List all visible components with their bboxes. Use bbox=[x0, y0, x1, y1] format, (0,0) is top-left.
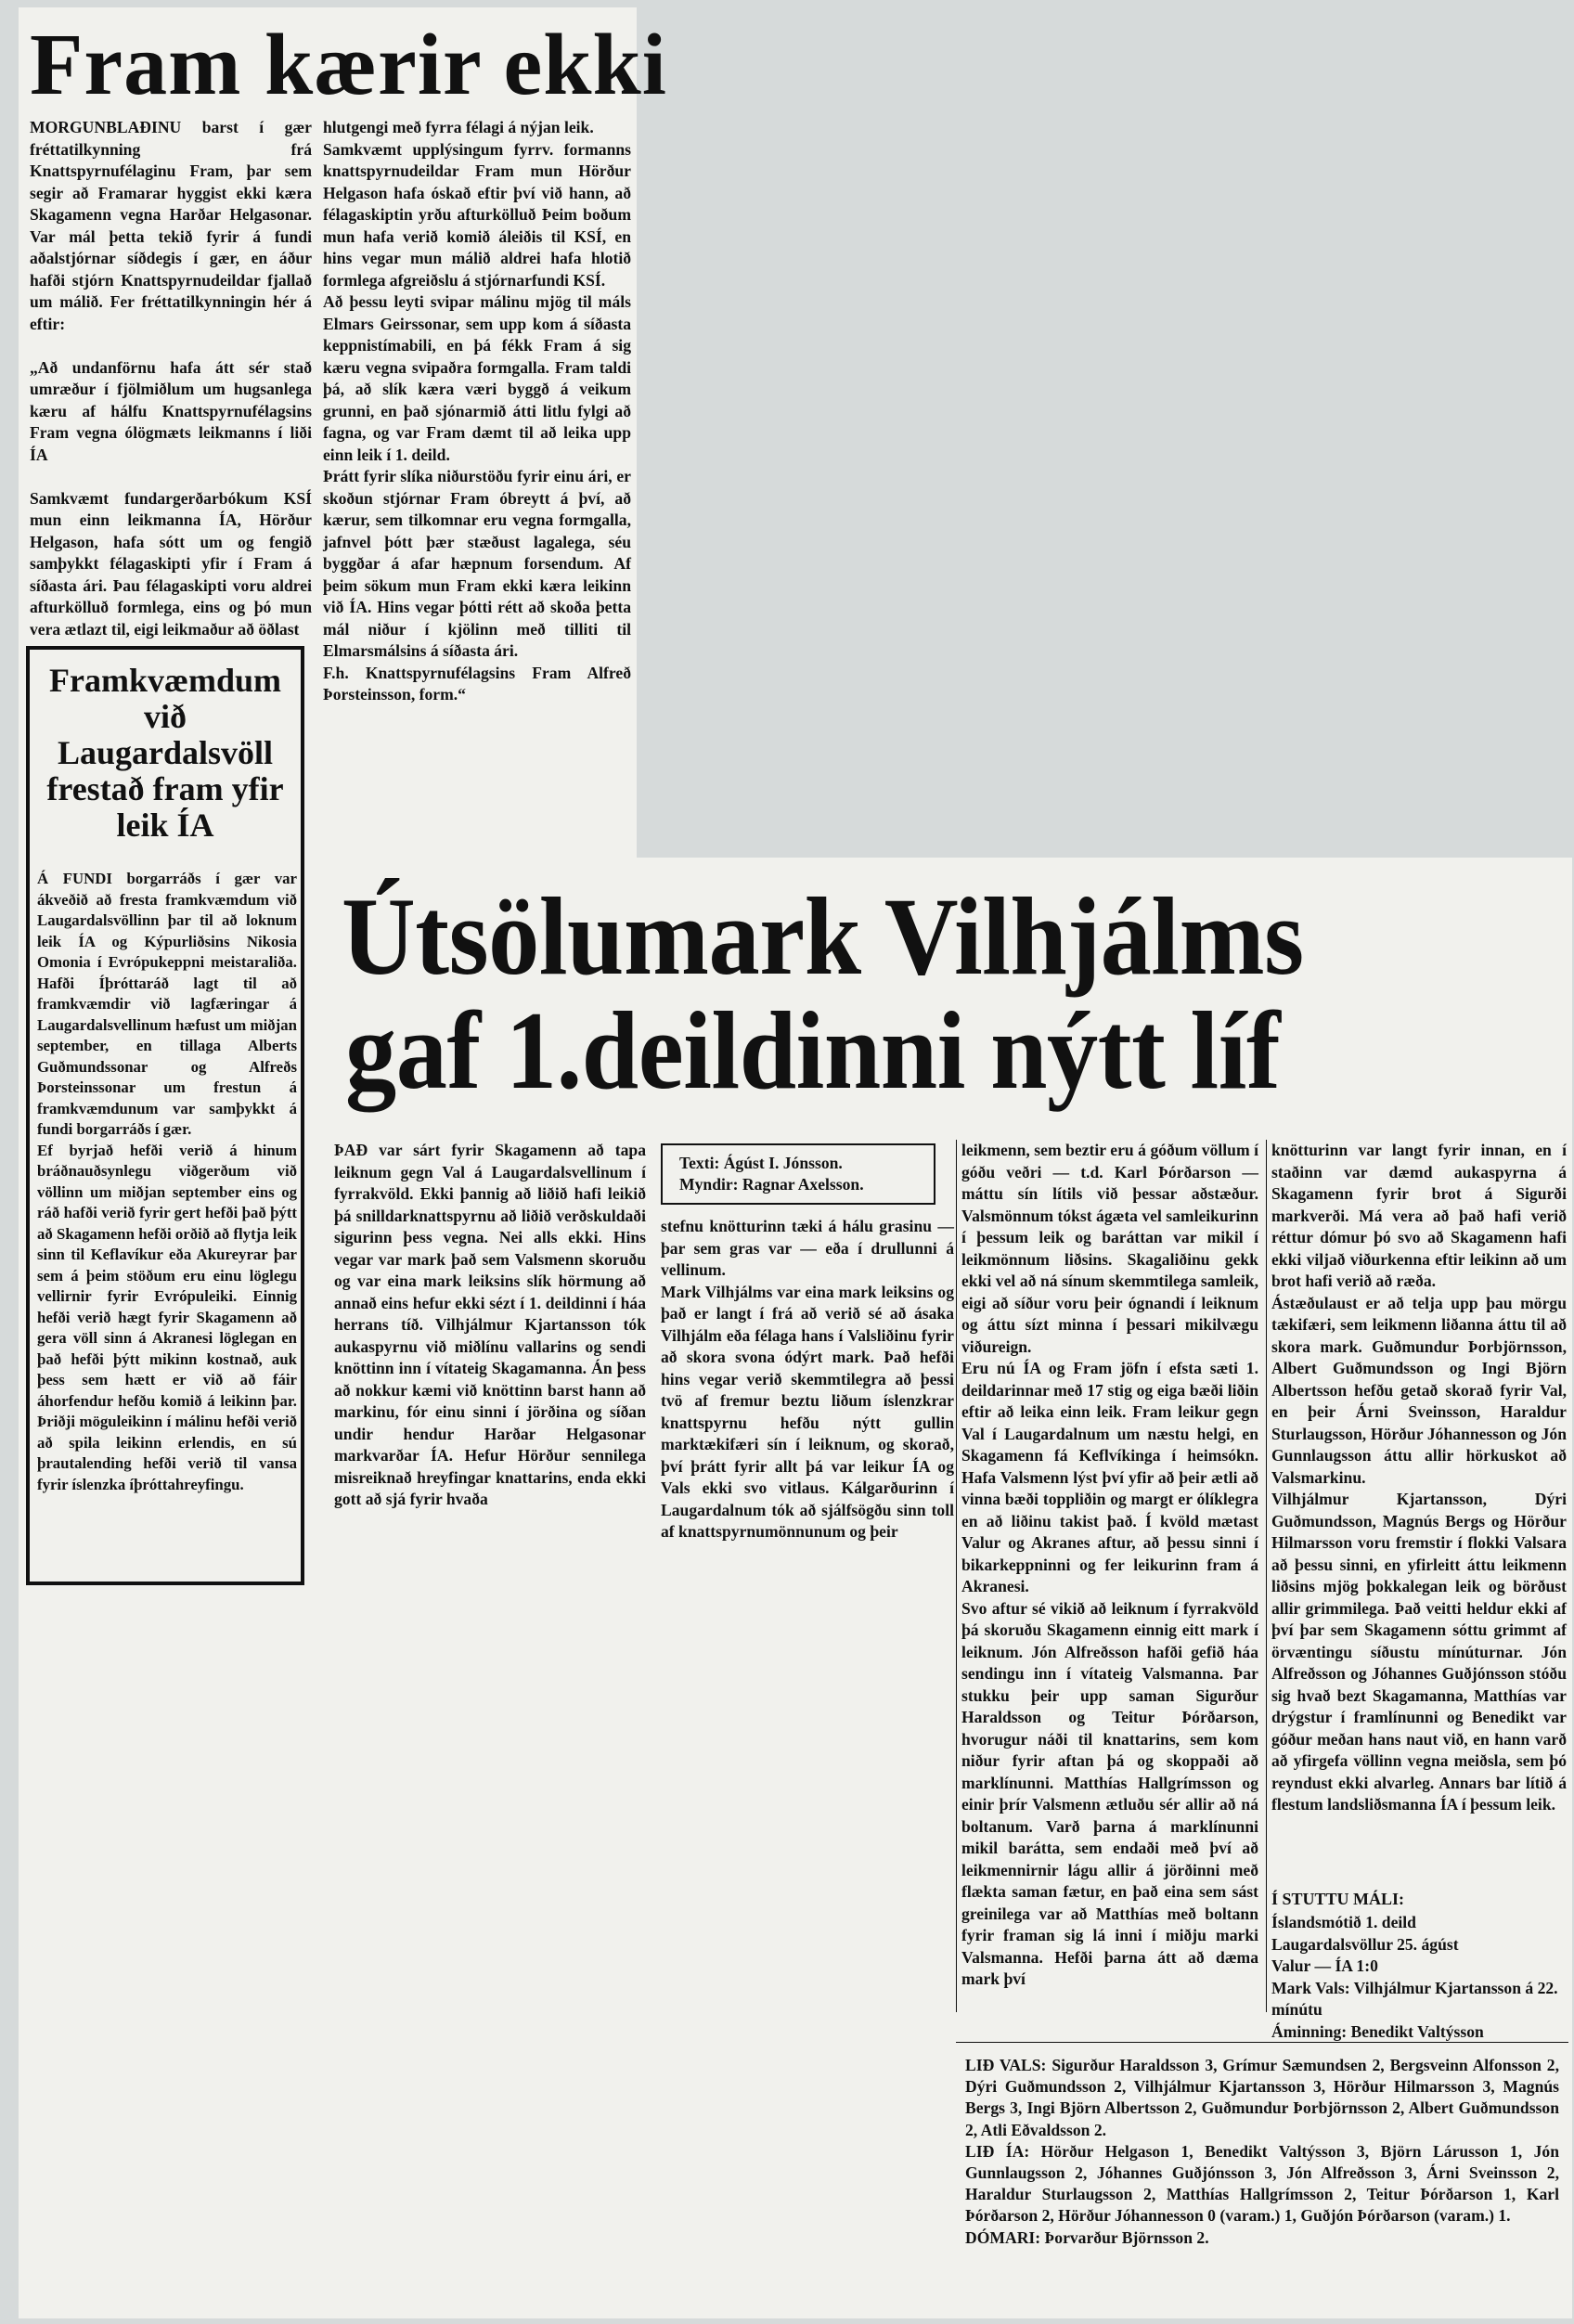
fram-column-1: MORGUNBLAÐINU barst í gær fréttatilkynning frá Knattspyrnufélaginu Fram, þar sem segir að Framarar hyggist ekki kæra Skagamenn vegna Harðar Helgasonar. Var mál þetta tekið fyrir á fundi aðalstjórnar síðdegis í gær, en áður hafði stjórn Knattspyrnudeildar fjallað um málið. Fer fréttatilkynningin hér á eftir: „Að undanförnu hafa átt sér stað umræður í fjölmiðlum um hugsanlega kæru af hálfu Knattspyrnufélagsins Fram vegna ólögmæts leikmanns í liði ÍA Samkvæmt fundargerðarbókum KSÍ mun einn leikmanna ÍA, Hörður Helgason, hafa sótt um og fengið samþykkt félagaskipti yfir í Fram á síðasta ári. Þau félagaskipti voru aldrei afturkölluð formlega, eins og þó mun vera ætlazt til, eigi leikmaður að öðlast bbox=[30, 118, 312, 639]
lineup-ia: LIÐ ÍA: Hörður Helgason 1, Benedikt Valtýsson 3, Björn Lárusson 1, Jón Gunnlaugsson 2, Jóhannes Guðjónsson 3, Jón Alfreðsson 3, Árni Sveinsson 2, Haraldur Sturlaugsson 2, Matthías Hallgrímsson 2, Teitur Þórðarson 1, Karl Þórðarson 2, Hörður Jóhannesson 0 (varam.) 1, Guðjón Þórðarson (varam.) 1. bbox=[965, 2141, 1559, 2226]
utsolumark-column-1: ÞAÐ var sárt fyrir Skagamenn að tapa leiknum gegn Val á Laugardalsvellinum í fyrrakvöld. Ekki þannig að liðið hafi leikið þá snilldarknattspyrnu að liðið verðskuldaði sigurinn þess vegna. Nei alls ekki. Hins vegar var mark það sem Valsmenn skoruðu og var eina mark leiksins slík hörmung að annað eins hefur ekki sézt í 1. deildinni í háa herrans tíð. Vilhjálmur Kjartansson tók aukaspyrnu við miðlínu vallarins og sendi knöttinn inn í vítateig Skagamanna. Án þess að nokkur kæmi við knöttinn barst hann að markinu, fór einu sinni í jörðina og síðan undir hendur Harðar Helgasonar markvarðar ÍA. Hefur Hörður sennilega misreiknað hreyfingar knattarins, enda ekki gott að sjá fyrir hvaða bbox=[334, 1141, 646, 1508]
lineups-rule bbox=[956, 2042, 1568, 2043]
laugardalsvollur-body: Á FUNDI borgarráðs í gær var ákveðið að fresta framkvæmdum við Laugardalsvöllinn þar til að loknum leik ÍA og Kýpurliðsins Nikosia Omonia í Evrópukeppni meistaraliða. Hafði Íþróttaráð lagt til að framkvæmdir við lagfæringar á Laugardalsvellinum hæfust um miðjan september, en tillaga Alberts Guðmundssonar og Alfreðs Þorsteinssonar um frestun á framkvæmdunum var samþykkt á fundi borgarráðs í gær. Ef byrjað hefði verið á hinum bráðnauðsynlegu viðgerðum við völlinn um miðjan september eins og ráð hafði verið fyrir gert hefði það þýtt að Skagamenn hefði orðið að flytja leik sinn til Keflavíkur eða Akureyrar þar sem á þeim stöðum eru einu löglegu vellirnir fyrir Evrópuleiki. Einnig hefði verið hægt fyrir Skagamenn að gera völl sinn á Akranesi löglegan en það hefði þýtt mikinn kostnað, auk þess sem hætt er við að fáir áhorfendur hefðu komið á leikinn þar. Þriðji möguleikinn í málinu hefði verið að spila leikinn erlendis, en sú þrautalending hefði verið til vansa fyrir íslenzka íþróttahreyfingu. bbox=[37, 870, 297, 1493]
column-divider bbox=[1266, 1140, 1267, 2012]
team-lineups bbox=[965, 2055, 1559, 2248]
lineup-vals: LIÐ VALS: Sigurður Haraldsson 3, Grímur Sæmundsen 2, Bergsveinn Alfonsson 2, Dýri Guðmundsson 2, Vilhjálmur Kjartansson 3, Hörður Hilmarsson 3, Magnús Bergs 3, Ingi Björn Albertsson 2, Guðmundur Þorbjörnsson 2, Albert Guðmundsson 2, Atli Eðvaldsson 2. bbox=[965, 2056, 1560, 2139]
utsolumark-column-4: knötturinn var langt fyrir innan, en í staðinn var dæmd aukaspyrna á Skagamenn fyrir brot á Sigurði markverði. Má vera að það hafi verið réttur dómur þó svo að Skagamenn hafi ekki viljað viðurkenna eftir leikinn að um brot hafi verið að ræða. Ástæðulaust er að telja upp þau mörgu tækifæri, sem leikmenn liðanna áttu til að skora mark. Guðmundur Þorbjörnsson, Albert Guðmundsson og Ingi Björn Albertsson hefðu getað skorað fyrir Val, en þeir Árni Sveinsson, Haraldur Sturlaugsson, Hörður Jóhannesson og Jón Gunnlaugsson áttu allir hörkuskot að Valsmarkinu. Vilhjálmur Kjartansson, Dýri Guðmundsson, Magnús Bergs og Hörður Hilmarsson voru fremstir í flokki Valsara að þessu sinni, en yfirleitt áttu leikmenn liðsins mjög þokkalegan leik og börðust allir grimmilega. Það veitti heldur ekki af því þar sem Skagamenn sóttu grimmt af örvæntingu síðustu mínúturnar. Jón Alfreðsson og Jóhannes Guðjónsson stóðu sig hvað bezt Skagamanna, Matthías var drýgstur í framlínunni og Benedikt var góður meðan hans naut við, en hann varð að yfirgefa völlinn vegna meiðsla, sem þó reyndust ekki alvarleg. Annars bar lítið á flestum landsliðsmanna ÍA í þessum leik. bbox=[1271, 1141, 1567, 1814]
fram-column-2: hlutgengi með fyrra félagi á nýjan leik. Samkvæmt upplýsingum fyrrv. formanns knattspyrnudeildar Fram mun Hörður Helgason hafa óskað eftir því við hann, að félagaskiptin yrðu afturkölluð Þeim boðum mun hafa verið komið áleiðis til KSÍ, en hins vegar mun málið aldrei hafa hlotið formlega afgreiðslu á stjórnarfundi KSÍ. Að þessu leyti svipar málinu mjög til máls Elmars Geirssonar, sem upp kom á síðasta keppnistímabili, en þá fékk Fram á sig kæru vegna svipaðra formgalla. Fram taldi þá, að slík kæra væri byggð á veikum grunni, en það sjónarmið átti litlu fylgi að fagna, og var Fram dæmt til að leika upp einn leik í 1. deild. Þrátt fyrir slíka niðurstöðu fyrir einu ári, er skoðun stjórnar Fram óbreytt á því, að kærur, sem tilkomnar eru vegna formgalla, jafnvel þótt þær stæðust lagalega, séu byggðar á afar hæpnum forsendum. Af þeim sökum mun Fram ekki kæra leikinn við ÍA. Hins vegar þótti rétt að skoða þetta mál niður í kjölinn með tilliti til Elmarsmálsins á síðasta ári. F.h. Knattspyrnufélagsins Fram Alfreð Þorsteinsson, form.“ bbox=[323, 118, 631, 704]
column-divider bbox=[956, 1140, 957, 2012]
headline-utsolumark-line2: gaf 1.deildinni nýtt líf bbox=[345, 988, 1281, 1112]
headline-laugardalsvollur: Framkvæmdum við Laugardalsvöll frestað fram yfir leik ÍA bbox=[46, 662, 284, 844]
utsolumark-column-2: stefnu knötturinn tæki á hálu grasinu — þar sem gras var — eða í drullunni á vellinum. Mark Vilhjálms var eina mark leiksins og það er langt í frá að verið sé að ásaka Vilhjálm eða félaga hans í Valsliðinu fyrir að skora svona ódýrt mark. Það hefði hins vegar verið skemmtilegra að þessi tvö af fremur beztu liðum íslenzkrar knattspyrnu hefðu nýtt gullin marktækifæri sín í leiknum, og skorað, því þrátt fyrir allt þá var leikur ÍA og Vals ekki svo vitlaus. Kálgarðurinn í Laugardalnum tók að sjálfsögðu sinn toll af knattspyrnumönnunum og þeir bbox=[661, 1217, 954, 1541]
headline-fram: Fram kærir ekki bbox=[30, 17, 667, 113]
byline-credits: Texti: Ágúst I. Jónsson. Myndir: Ragnar Axelsson. bbox=[661, 1143, 935, 1205]
summary-title: Í STUTTU MÁLI: bbox=[1271, 1890, 1405, 1908]
utsolumark-column-3: leikmenn, sem beztir eru á góðum völlum í góðu veðri — t.d. Karl Þórðarson — máttu sín lítils við þessar aðstæður. Valsmönnum tókst ágæta vel samleikurinn í þessum leik og baráttan var mikil í leikmönnum liðsins. Skagaliðinu gekk ekki vel að ná sínum skemmtilega samleik, eigi að síður voru þeir ógnandi í leiknum og áttu sízt minna í þessari mikilvægu viðureign. Eru nú ÍA og Fram jöfn í efsta sæti 1. deildarinnar með 17 stig og eiga bæði liðin eftir að leika einn leik. Fram leikur gegn Val í Laugardalnum um næstu helgi, en Skagamenn fá Keflvíkinga í heimsókn. Hafa Valsmenn lýst því yfir að þeir ætli að vinna bæði toppliðin og margt er ólíklegra en að liðinu takist það. Í kvöld mætast Valur og Akranes aftur, að þessu sinni í bikarkeppninni og fer leikurinn fram á Akranesi. Svo aftur sé vikið að leiknum í fyrrakvöld þá skoruðu Skagamenn einnig eitt mark í leiknum. Jón Alfreðsson hafði gefið háa sendingu inn í vítateig Valsmanna. Þar stukku þeir upp saman Sigurður Haraldsson og Teitur Þórðarson, hvorugur náði til knattarins, sem kom niður fyrir aftan þá og skoppaði að marklínunni. Matthías Hallgrímsson og einir þrír Valsmenn ætluðu sér allir að ná boltanum. Varð þarna á marklínunni mikil barátta, sem endaði með því að leikmennirnir lágu allir á jörðinni með flækta saman fætur, en það eina sem sást greinilega var að Matthías með boltann fyrir framan sig lá inni í miðju marki Valsmanna. Hefði þarna átt að dæma mark því bbox=[961, 1141, 1258, 1988]
lineup-referee: DÓMARI: Þorvarður Björnsson 2. bbox=[965, 2227, 1209, 2247]
headline-utsolumark-line1: Útsölumark Vilhjálms bbox=[342, 874, 1304, 998]
match-summary: Íslandsmótið 1. deild Laugardalsvöllur 25. ágúst Valur — ÍA 1:0 Mark Vals: Vilhjálmur Kjartansson á 22. mínútu Áminning: Benedikt Valtýsson bbox=[1271, 1913, 1558, 2041]
